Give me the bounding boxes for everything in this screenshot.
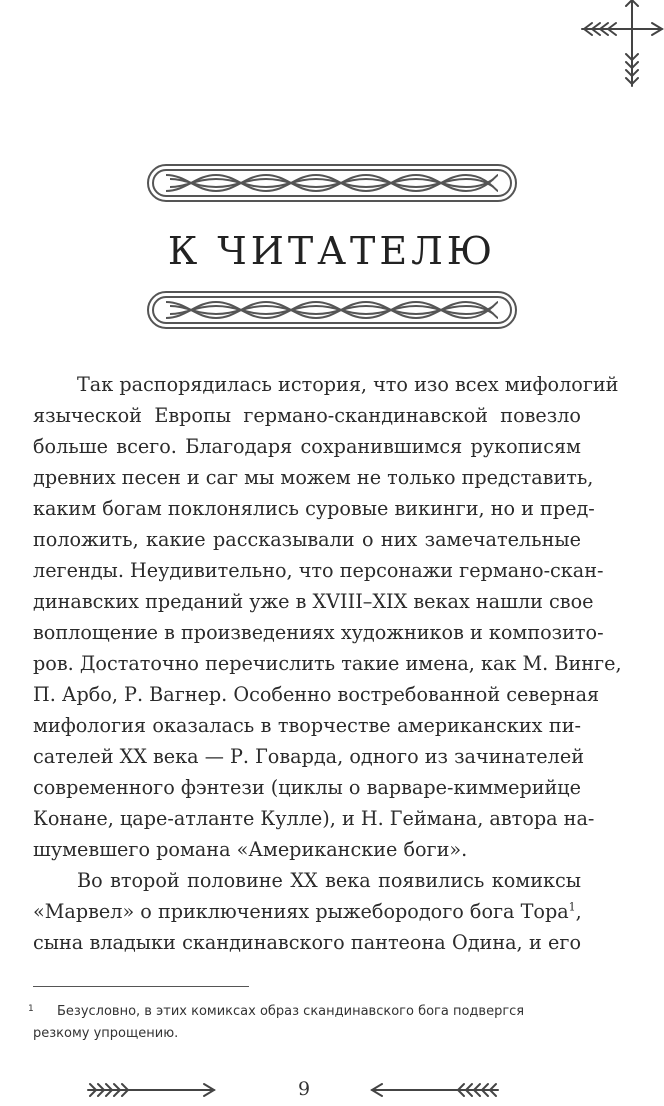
text-line: современного фэнтези (циклы о варваре-киммерийце: [33, 776, 581, 799]
corner-arrow-ornament-icon: [574, 0, 664, 94]
celtic-knot-ornament-icon: [146, 161, 518, 205]
text-line: П. Арбо, Р. Вагнер. Особенно востребованной северная: [33, 683, 600, 706]
text-line: каким богам поклонялись суровые викинги, но и пред-: [33, 497, 595, 520]
text-line: древних песен и саг мы можем не только представить,: [33, 466, 594, 489]
text-line: динавских преданий уже в XVIII–XIX веках нашли свое: [33, 590, 594, 613]
text-line: ров. Достаточно перечислить такие имена, как М. Винге,: [33, 652, 622, 675]
footnote: [28, 1001, 581, 1045]
footnote-divider: [33, 986, 249, 987]
text-line: [33, 896, 581, 927]
footnote-text: Безусловно, в этих комиксах образ скандинавского бога подвергся резкому упрощению.: [33, 1004, 525, 1041]
text-line: Так распорядилась история, что изо всех мифологий: [77, 373, 619, 396]
paragraph: [33, 369, 622, 865]
text-line: языческой Европы германо-скандинавской повезло: [33, 404, 581, 427]
text-line: шумевшего романа «Американские боги».: [33, 838, 468, 861]
text-fragment: ,: [575, 900, 582, 923]
arrow-left-ornament-icon: [368, 1080, 500, 1100]
text-line: Во второй половине XX века появились комиксы: [77, 869, 581, 892]
text-line: положить, какие рассказывали о них замечательные: [33, 528, 581, 551]
footnote-number: 1: [28, 1004, 34, 1014]
text-line: легенды. Неудивительно, что персонажи германо-скан-: [33, 559, 604, 582]
text-fragment: «Марвел» о приключениях рыжебородого бога Тора: [33, 900, 569, 923]
body-text: [33, 369, 622, 958]
text-line: сателей XX века — Р. Говарда, одного из зачинателей: [33, 745, 584, 768]
text-line: больше всего. Благодаря сохранившимся рукописям: [33, 435, 581, 458]
text-line: Конане, царе-атланте Кулле), и Н. Геймана, автора на-: [33, 807, 595, 830]
page-number: 9: [297, 1078, 311, 1100]
footnote-reference[interactable]: 1: [568, 900, 576, 914]
text-line: мифология оказалась в творчестве американских пи-: [33, 714, 581, 737]
paragraph: [33, 865, 581, 958]
text-line: сына владыки скандинавского пантеона Одина, и его: [33, 931, 581, 954]
text-line: воплощение в произведениях художников и композито-: [33, 621, 604, 644]
celtic-knot-ornament-icon: [146, 288, 518, 332]
chapter-title: К ЧИТАТЕЛЮ: [167, 229, 497, 273]
